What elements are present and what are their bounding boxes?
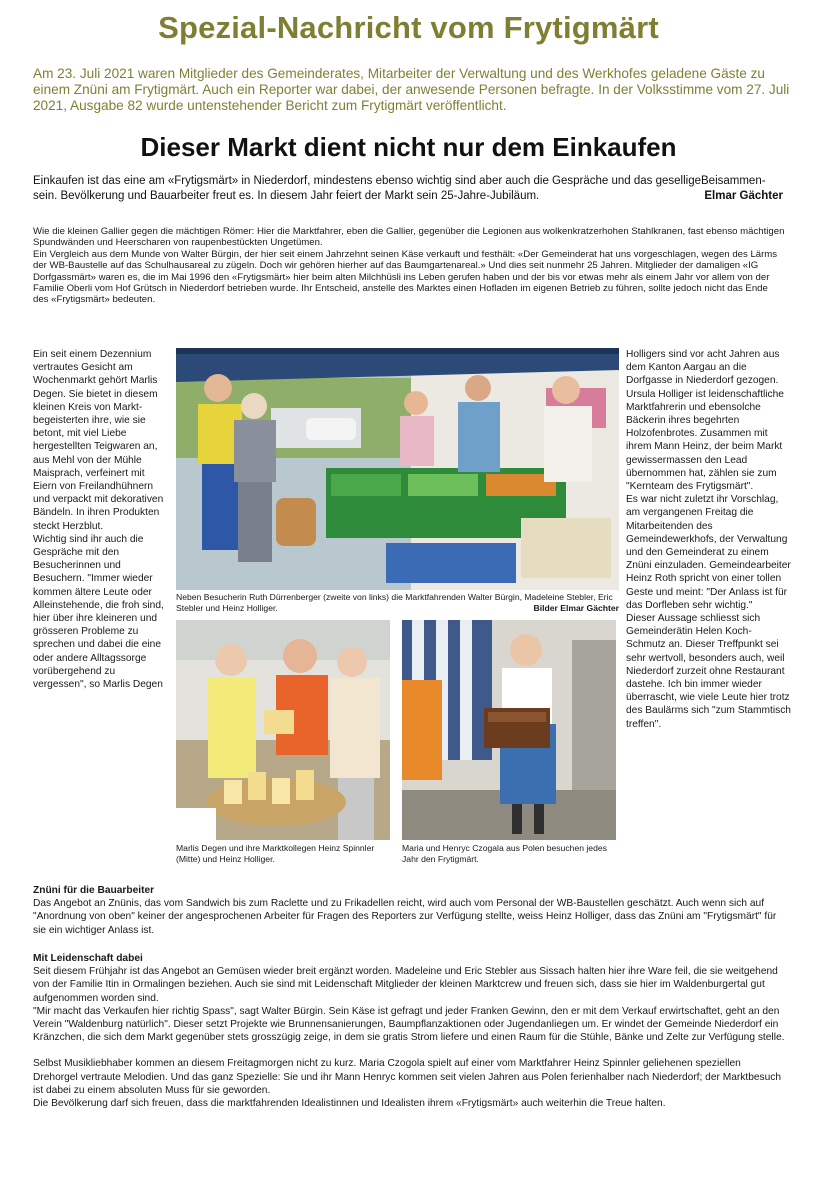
- market-stand-illustration: [176, 348, 619, 590]
- section-znueni: [33, 884, 785, 937]
- section-paragraph: "Mir macht das Verkaufen hier richtig Spass", sagt Walter Bürgin. Sein Käse ist gefragt und jeder Franken Gewinn, den er mit dem Verkauf erwirtschaftet, geht an den Verein "Waldenburg natürlich". Dieser setzt Projekte wie Brunnensanierungen, Baumpflanzaktionen oder Jugendanliegen um. Er windet der Gemeinde Niederdorf ein Kränzchen, die sich dem Markt gegenüber stets grosszügig zeige, in dem sie gratis Strom liefere und einen Raum für die Stühle, Bänke und Zelte zur Verfügung stelle.: [33, 1005, 785, 1044]
- photo-barrel-organ: [402, 620, 616, 840]
- left-column: [33, 348, 168, 691]
- author-name: Elmar Gächter: [704, 190, 783, 202]
- left-column-paragraph: Wichtig sind ihr auch die Gespräche mit den Besucherinnen und Besuchern. "Immer wieder kommen ältere Leute oder Alleinstehende, die froh sind, hier über ihre kleineren und grösseren Probleme zu sprechen und dabei die eine oder andere Alltagssorge vorübergehend zu vergessen", so Marlis Degen: [33, 533, 164, 691]
- left-column-paragraph: Ein seit einem Dezennium vertrautes Gesicht am Wochenmarkt gehört Marlis Degen. Sie bietet in diesem kleinen Kreis von Markt-begeisterten ihre, wie sie betont, mit viel Liebe hergestellten Teigwaren an, aus Mehl von der Mühle Maisprach, verfeinert mit Eiern von Freilandhühnern und verpackt mit dekorativen Bändeln. In ihren Produkten steckt Herzblut.: [33, 349, 164, 532]
- lead-text: Einkaufen ist das eine am «Frytigsmärt» in Niederdorf, mindestens ebenso wichtig sind aber auch die Gespräche und das geselligeBeisammen-sein. Bevölkerung und Bauarbeiter freut es. In diesem Jahr feiert der Markt sein 25-Jahre-Jubiläum.: [33, 175, 766, 202]
- photo-pasta-vendors: [176, 620, 390, 840]
- photo-credit: Bilder Elmar Gächter: [533, 602, 619, 613]
- section-heading: Mit Leidenschaft dabei: [33, 953, 143, 964]
- article-lead: [33, 174, 783, 204]
- right-column-paragraph: Dieser Aussage schliesst sich Gemeinderätin Helen Koch-Schmutz an. Dieser Treffpunkt sei sehr wertvoll, besonders auch, weil Niederdorf zurzeit ohne Restaurant dastehe. Ich bin immer wieder überrascht, wie viele Leute hier trotz des Baulärms sich "zum Stammtisch treffen".: [626, 613, 791, 730]
- section-heading: Znüni für die Bauarbeiter: [33, 885, 155, 896]
- page-title: Spezial-Nachricht vom Frytigmärt: [158, 10, 659, 45]
- barrel-organ-illustration: [402, 620, 616, 840]
- right-photo-caption: Maria und Henryc Czogala aus Polen besuchen jedes Jahr den Frytigmärt.: [402, 843, 607, 864]
- section-leidenschaft: [33, 952, 785, 1110]
- right-column: [626, 348, 791, 731]
- section-paragraph: Die Bevölkerung darf sich freuen, dass die marktfahrenden Idealistinnen und Idealisten ihrem «Frytigsmärt» auch weiterhin die Treue halten.: [33, 1098, 666, 1110]
- section-paragraph: Das Angebot an Znünis, das vom Sandwich bis zum Raclette und zu Frikadellen reicht, wird auch vom Personal der WB-Baustellen geschätzt. Auch wenn sich auf "Anordnung von oben" keiner der angesprochenen Arbeiter für Fragen des Reporters zur Verfügung stellte, weiss Heinz Holliger, dass das Znüni am "Frytigsmärt" für sie ein wichtiger Anlass ist.: [33, 898, 777, 936]
- body-paragraph: Ein Vergleich aus dem Munde von Walter Bürgin, der hier seit einem Jahrzehnt seinen Käse verkauft und festhält: «Der Gemeinderat hat uns vorgeschlagen, wegen des Lärms der WB-Baustelle auf das Schulhausareal zu zügeln. Doch wir gehören hierher auf das Baumgartenareal.» Und dies seit nunmehr 25 Jahren. Mitglieder der damaligen «IG Dorfgassmärt» waren es, die im Mai 1996 den «Frytigsmärt» hier beim alten Milchhüsli ins Leben gerufen haben und der bis vor etwas mehr als einem Jahr vor allem von der Familie Oberli vom Hof Grütsch in Niederdorf betrieben wurde. Ihr Entscheid, anstelle des Marktes einen Hofladen im eigenen Betrieb zu führen, sollte jedoch nicht das Ende des «Frytigsmärt» bedeuten.: [33, 248, 778, 306]
- section-paragraph: Selbst Musikliebhaber kommen an diesem Freitagmorgen nicht zu kurz. Maria Czogola spielt auf einer vom Marktfahrer Heinz Spinnler geliehenen speziellen Drehorgel vertraute Melodien. Und das ganz Spezielle: Sie und ihr Mann Henryc kommen seit vielen Jahren aus Polen ferienhalber nach Niederdorf; der Marktbesuch ist dabei zu einem absoluten Muss für sie geworden.: [33, 1058, 782, 1096]
- section-paragraph: Seit diesem Frühjahr ist das Angebot an Gemüsen wieder breit ergänzt worden. Madeleine und Eric Stebler aus Sissach halten hier ihre Ware feil, die sie weitgehend von der Familie Itin in Ormalingen beziehen. Auch sie sind mit Leidenschaft Mitglieder der kleinen Marktcrew und freuen sich, dass sie hier im Waldenburgertal gut aufgenommen worden sind.: [33, 966, 778, 1004]
- right-column-paragraph: Es war nicht zuletzt ihr Vorschlag, am vergangenen Freitag die Mitarbeitenden des Gemeindewerkhofs, der Verwaltung und den Gemeinderat zu einem Znüni einzuladen. Gemeindearbeiter Heinz Roth spricht von einer tollen Geste und meint: "Der Anlass ist für das Dorfleben sehr wichtig.": [626, 494, 791, 611]
- photo-market-stand: [176, 348, 619, 590]
- article-body-top: [33, 226, 785, 306]
- main-photo-caption: [176, 592, 619, 613]
- caption-text: Neben Besucherin Ruth Dürrenberger (zweite von links) die Marktfahrenden Walter Bürgin, Madeleine Stebler, Eric Stebler und Heinz Holliger.: [176, 592, 613, 613]
- right-column-paragraph: Holligers sind vor acht Jahren aus dem Kanton Aargau an die Dorfgasse in Niederdorf gezogen. Ursula Holliger ist leidenschaftliche Marktfahrerin und ebensolche Bäckerin ihres begehrten Holzofenbrotes. Zusammen mit ihrem Mann Heinz, der beim Markt gewissermassen den Lead übernommen hat, zählen sie zum "Kernteam des Frytigsmärt".: [626, 349, 784, 493]
- paragraph-gap: [33, 1044, 785, 1057]
- left-photo-caption: Marlis Degen und ihre Marktkollegen Heinz Spinnler (Mitte) und Heinz Holliger.: [176, 843, 375, 864]
- intro-paragraph: Am 23. Juli 2021 waren Mitglieder des Gemeinderates, Mitarbeiter der Verwaltung und des Werkhofes geladene Gäste zu einem Znüni am Frytigmärt. Auch ein Reporter war dabei, der anwesende Personen befragte. In der Volksstimme vom 27. Juli 2021, Ausgabe 82 wurde untenstehender Bericht zum Frytigmärt veröffentlicht.: [33, 66, 790, 113]
- article-headline: Dieser Markt dient nicht nur dem Einkaufen: [140, 132, 677, 162]
- pasta-vendors-illustration: [176, 620, 390, 840]
- body-paragraph: Wie die kleinen Gallier gegen die mächtigen Römer: Hier die Marktfahrer, eben die Gallier, gegenüber die Legionen aus wolkenkratzerhohen Stahlkranen, fast ebenso mächtigen Spundwänden und Heerscharen von raupenbestückten Ungetümen.: [33, 226, 785, 249]
